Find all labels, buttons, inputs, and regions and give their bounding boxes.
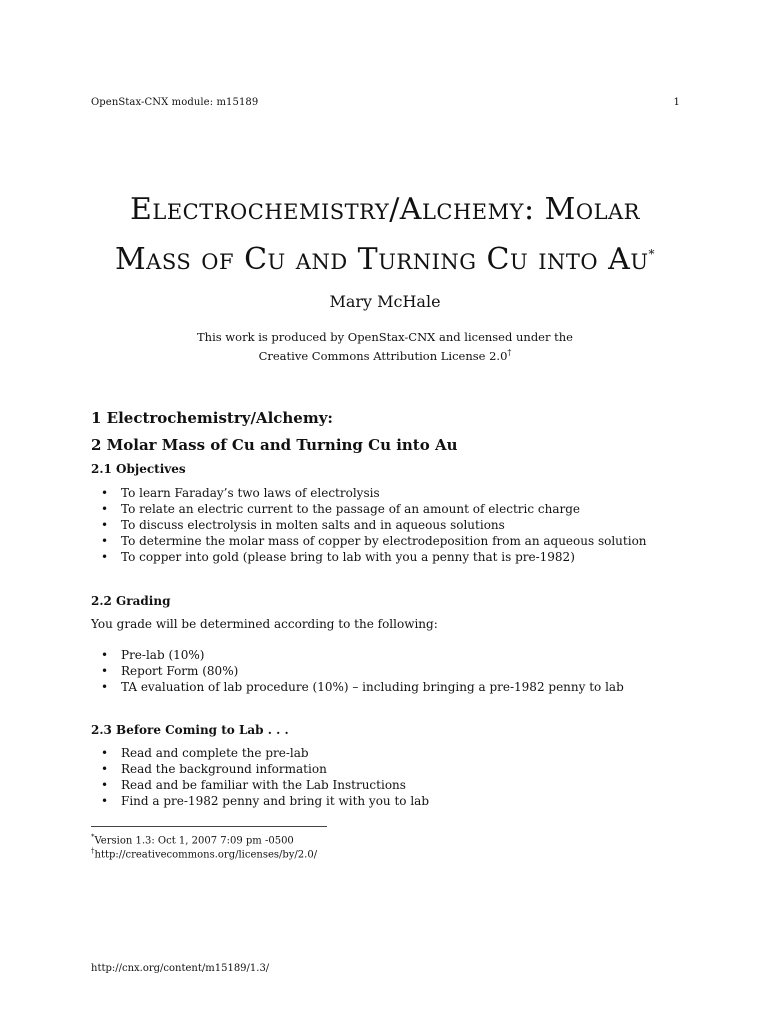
running-header-module: OpenStax-CNX module: m15189 xyxy=(91,97,259,108)
list-item: • Read and complete the pre-lab xyxy=(101,745,429,761)
title-line-2: Mass of Cu and Turning Cu into Au xyxy=(114,242,649,277)
list-item: • To discuss electrolysis in molten salts and in aqueous solutions xyxy=(101,517,647,533)
footnote-license-url xyxy=(91,844,317,862)
list-item: • To learn Faraday’s two laws of electrolysis xyxy=(101,485,647,501)
title-line-1: Electrochemistry/Alchemy: Molar xyxy=(129,192,640,227)
license-line-1: This work is produced by OpenStax-CNX and licensed under the xyxy=(197,330,573,344)
footnote-1-text: Version 1.3: Oct 1, 2007 7:09 pm -0500 xyxy=(94,835,294,847)
page-number: 1 xyxy=(673,97,680,108)
list-item: • Find a pre-1982 penny and bring it with you to lab xyxy=(101,793,429,809)
license-line-2: Creative Commons Attribution License 2.0 xyxy=(258,348,508,363)
document-title xyxy=(60,188,710,282)
grading-intro: You grade will be determined according to the following: xyxy=(91,617,438,631)
footnote-1-mark: * xyxy=(91,833,95,841)
footnote-2-mark: † xyxy=(91,847,95,855)
grading-heading: 2.2 Grading xyxy=(91,594,171,608)
footer-url[interactable]: http://cnx.org/content/m15189/1.3/ xyxy=(91,963,270,974)
title-footnote-mark: * xyxy=(648,247,656,261)
author-name: Mary McHale xyxy=(329,292,441,311)
section-1-heading: 1 Electrochemistry/Alchemy: xyxy=(91,409,333,427)
footnote-divider xyxy=(91,826,327,827)
license-footnote-mark: † xyxy=(507,348,512,357)
license-notice xyxy=(0,329,770,364)
list-item: • To relate an electric current to the passage of an amount of electric charge xyxy=(101,501,647,517)
before-lab-heading: 2.3 Before Coming to Lab . . . xyxy=(91,723,289,737)
list-item: • Read the background information xyxy=(101,761,429,777)
section-2-heading: 2 Molar Mass of Cu and Turning Cu into Au xyxy=(91,436,458,454)
before-lab-list xyxy=(101,745,429,809)
list-item: • Pre-lab (10%) xyxy=(101,647,624,663)
footnote-2-text[interactable]: http://creativecommons.org/licenses/by/2.0/ xyxy=(94,849,318,861)
list-item: • TA evaluation of lab procedure (10%) – including bringing a pre-1982 penny to lab xyxy=(101,679,624,695)
list-item: • To copper into gold (please bring to lab with you a penny that is pre-1982) xyxy=(101,549,647,565)
list-item: • Report Form (80%) xyxy=(101,663,624,679)
list-item: • Read and be familiar with the Lab Instructions xyxy=(101,777,429,793)
objectives-heading: 2.1 Objectives xyxy=(91,462,186,476)
grading-list xyxy=(101,647,624,695)
list-item: • To determine the molar mass of copper by electrodeposition from an aqueous solution xyxy=(101,533,647,549)
objectives-list xyxy=(101,485,647,565)
